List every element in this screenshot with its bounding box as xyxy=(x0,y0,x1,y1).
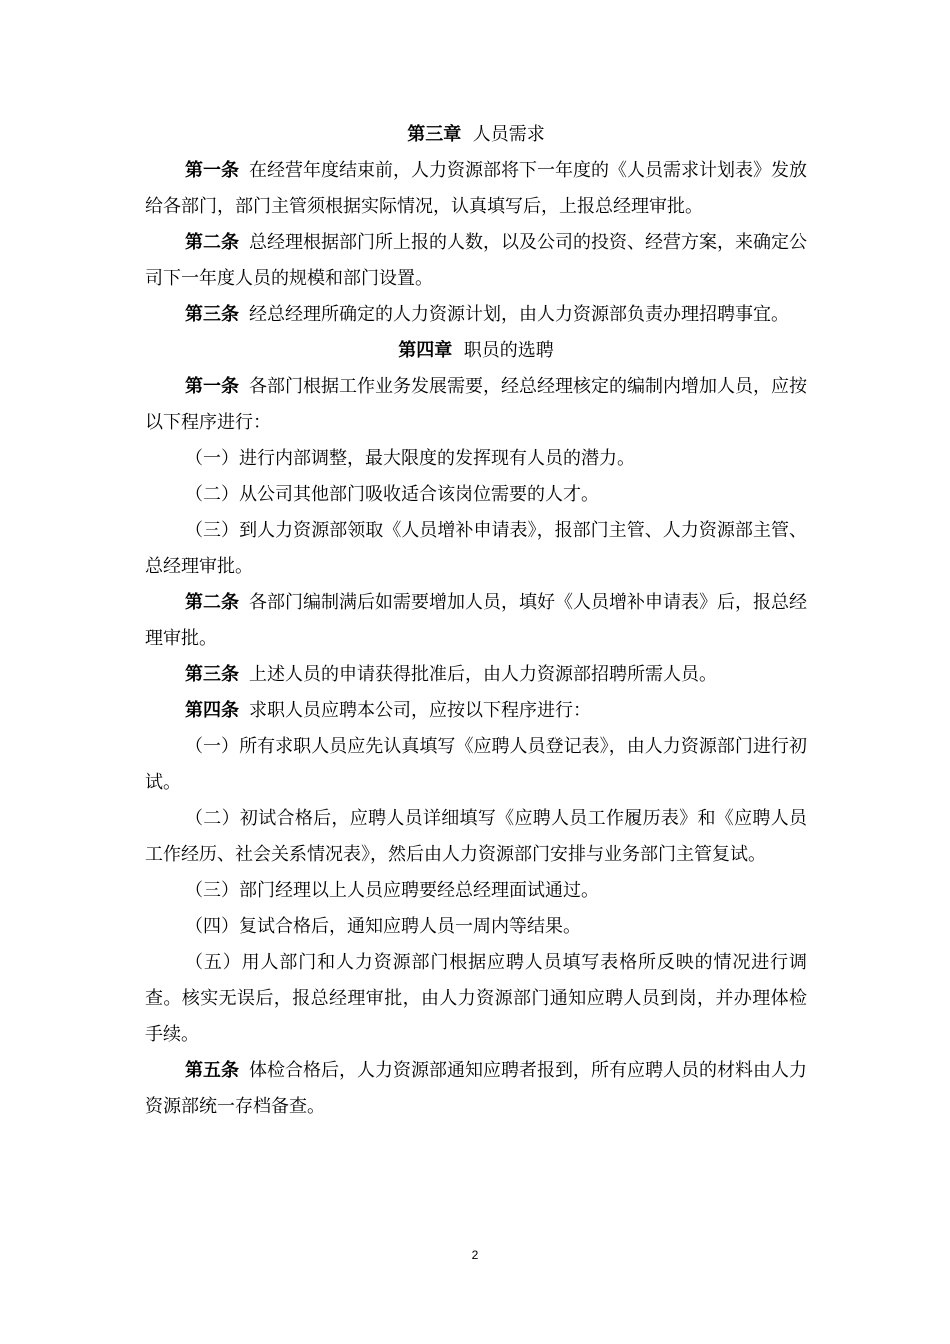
chapter-3-title: 人员需求 xyxy=(472,124,545,145)
article-label: 第一条 xyxy=(185,160,239,181)
article-text: 经总经理所确定的人力资源计划，由人力资源部负责办理招聘事宜。 xyxy=(249,304,789,325)
ch4-art4-item-1: （一）所有求职人员应先认真填写《应聘人员登记表》，由人力资源部门进行初试。 xyxy=(145,736,807,793)
article-label: 第一条 xyxy=(185,376,239,397)
page-number: 2 xyxy=(471,1248,479,1262)
ch4-art4-item-5: （五）用人部门和人力资源部门根据应聘人员填写表格所反映的情况进行调查。核实无误后，报总经理审批，由人力资源部门通知应聘人员到岗，并办理体检手续。 xyxy=(145,952,807,1045)
ch4-article-2 xyxy=(145,585,807,657)
article-label: 第四条 xyxy=(185,700,239,721)
document-page xyxy=(145,117,807,1125)
ch4-art1-item-2: （二）从公司其他部门吸收适合该岗位需要的人才。 xyxy=(185,484,599,505)
ch4-article-3 xyxy=(145,657,807,693)
chapter-4-title: 职员的选聘 xyxy=(463,340,554,361)
chapter-4-number: 第四章 xyxy=(398,340,453,361)
ch3-article-1 xyxy=(145,153,807,225)
chapter-3-heading xyxy=(145,117,807,153)
article-label: 第三条 xyxy=(185,304,239,325)
chapter-4-heading xyxy=(145,333,807,369)
ch4-article-1 xyxy=(145,369,807,441)
ch3-article-3 xyxy=(145,297,807,333)
ch4-art4-item-4: （四）复试合格后，通知应聘人员一周内等结果。 xyxy=(185,916,581,937)
ch4-art1-item-3: （三）到人力资源部领取《人员增补申请表》，报部门主管、人力资源部主管、总经理审批。 xyxy=(145,520,807,577)
article-text: 体检合格后，人力资源部通知应聘者报到，所有应聘人员的材料由人力资源部统一存档备查。 xyxy=(145,1060,807,1117)
ch4-article-4 xyxy=(145,693,807,729)
chapter-3-number: 第三章 xyxy=(407,124,462,145)
article-text: 上述人员的申请获得批准后，由人力资源部招聘所需人员。 xyxy=(249,664,717,685)
article-label: 第五条 xyxy=(185,1060,239,1081)
article-text: 在经营年度结束前，人力资源部将下一年度的《人员需求计划表》发放给各部门，部门主管须根据实际情况，认真填写后，上报总经理审批。 xyxy=(145,160,807,217)
article-text: 总经理根据部门所上报的人数，以及公司的投资、经营方案，来确定公司下一年度人员的规模和部门设置。 xyxy=(145,232,807,289)
article-label: 第三条 xyxy=(185,664,239,685)
ch4-art4-item-3: （三）部门经理以上人员应聘要经总经理面试通过。 xyxy=(185,880,599,901)
ch4-art1-item-1: （一）进行内部调整，最大限度的发挥现有人员的潜力。 xyxy=(185,448,635,469)
article-label: 第二条 xyxy=(185,592,239,613)
ch4-article-5 xyxy=(145,1053,807,1125)
article-text: 各部门根据工作业务发展需要，经总经理核定的编制内增加人员，应按以下程序进行： xyxy=(145,376,807,433)
ch4-art4-item-2: （二）初试合格后，应聘人员详细填写《应聘人员工作履历表》和《应聘人员工作经历、社会关系情况表》，然后由人力资源部门安排与业务部门主管复试。 xyxy=(145,808,807,865)
ch3-article-2 xyxy=(145,225,807,297)
article-text: 各部门编制满后如需要增加人员，填好《人员增补申请表》后，报总经理审批。 xyxy=(145,592,807,649)
article-text: 求职人员应聘本公司，应按以下程序进行： xyxy=(249,700,591,721)
article-label: 第二条 xyxy=(185,232,239,253)
